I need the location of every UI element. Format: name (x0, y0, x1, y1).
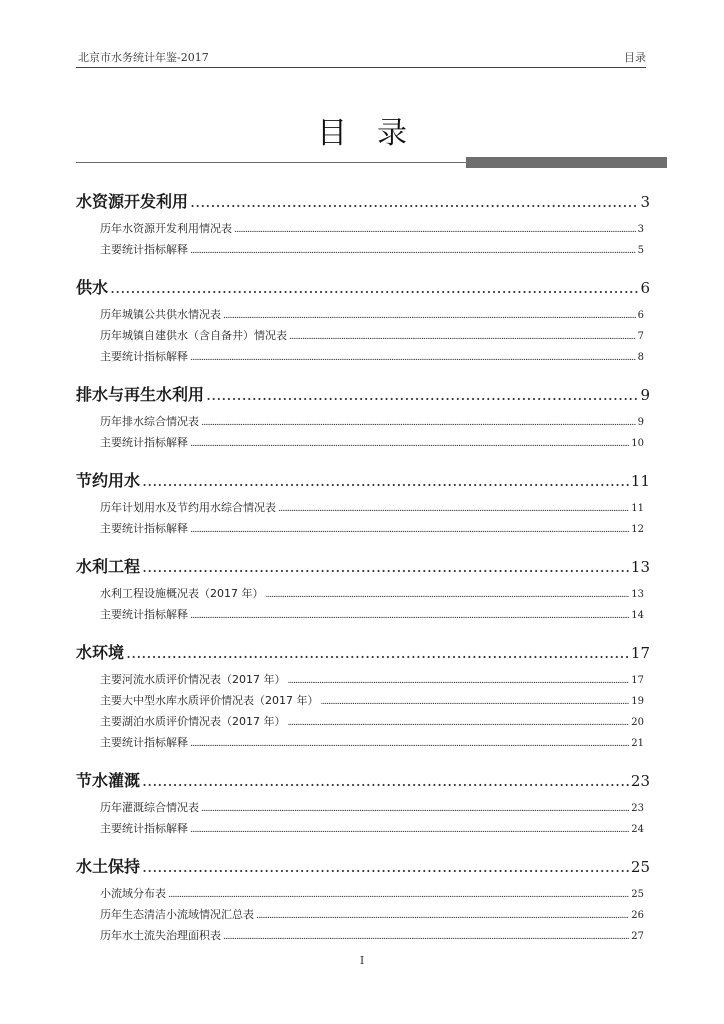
toc-item-entry[interactable] (76, 904, 650, 925)
toc-item-entry[interactable] (76, 239, 650, 260)
toc-chapter-title: 水土保持 (76, 857, 141, 876)
running-header (78, 49, 646, 65)
toc-chapter-entry[interactable] (76, 383, 650, 407)
toc-chapter-entry[interactable] (76, 276, 650, 300)
toc-item-entry[interactable] (76, 497, 650, 518)
toc-item-page: 25 (631, 889, 644, 900)
toc-item-title: 历年城镇自建供水（含自备井）情况表 (100, 329, 287, 342)
toc-item-entry[interactable] (76, 218, 650, 239)
toc-chapter-title: 水利工程 (76, 557, 141, 576)
table-of-contents (76, 190, 650, 962)
toc-item-entry[interactable] (76, 604, 650, 625)
toc-item-entry[interactable] (76, 732, 650, 753)
toc-item-entry[interactable] (76, 818, 650, 839)
toc-leader-dots (223, 306, 636, 325)
toc-item-page: 14 (631, 610, 644, 621)
toc-item-title: 水利工程设施概况表（2017 年） (100, 587, 264, 600)
toc-item-page: 3 (637, 224, 644, 235)
toc-leader-dots (288, 671, 630, 690)
toc-item-title: 历年灌溉综合情况表 (100, 801, 199, 814)
toc-leader-dots (190, 520, 629, 539)
toc-item-entry[interactable] (76, 411, 650, 432)
toc-item-page: 8 (637, 352, 644, 363)
toc-leader-dots (321, 692, 630, 711)
toc-item-page: 5 (637, 245, 644, 256)
toc-item-page: 13 (631, 589, 644, 600)
toc-chapter-page: 11 (630, 472, 650, 490)
toc-section (76, 276, 650, 367)
toc-chapter-title: 供水 (76, 278, 109, 297)
toc-section (76, 641, 650, 753)
toc-leader-dots (190, 734, 629, 753)
toc-chapter-page: 13 (630, 558, 650, 576)
toc-section (76, 469, 650, 539)
toc-item-title: 主要大中型水库水质评价情况表（2017 年） (100, 694, 319, 707)
toc-chapter-title: 水环境 (76, 643, 125, 662)
toc-section (76, 769, 650, 839)
toc-leader-dots (201, 413, 636, 432)
toc-item-entry[interactable] (76, 669, 650, 690)
toc-leader-dots (190, 348, 636, 367)
toc-section (76, 855, 650, 946)
toc-item-title: 主要河流水质评价情况表（2017 年） (100, 673, 286, 686)
toc-chapter-entry[interactable] (76, 769, 650, 793)
toc-leader-dots (168, 885, 629, 904)
toc-item-title: 主要统计指标解释 (100, 350, 188, 363)
toc-chapter-entry[interactable] (76, 555, 650, 579)
toc-leader-dots (190, 190, 638, 214)
toc-item-title: 主要统计指标解释 (100, 608, 188, 621)
toc-leader-dots (288, 713, 630, 732)
toc-item-page: 17 (631, 675, 644, 686)
toc-item-entry[interactable] (76, 797, 650, 818)
title-rule-bar (466, 157, 667, 168)
toc-item-title: 主要统计指标解释 (100, 522, 188, 535)
toc-item-page: 19 (631, 696, 644, 707)
toc-leader-dots (110, 276, 638, 300)
toc-item-title: 主要湖泊水质评价情况表（2017 年） (100, 715, 286, 728)
toc-leader-dots (289, 327, 636, 346)
toc-leader-dots (126, 641, 629, 665)
toc-item-entry[interactable] (76, 432, 650, 453)
toc-leader-dots (190, 434, 629, 453)
toc-item-entry[interactable] (76, 346, 650, 367)
toc-section (76, 383, 650, 453)
toc-item-title: 主要统计指标解释 (100, 822, 188, 835)
toc-section (76, 190, 650, 260)
toc-item-page: 27 (631, 931, 644, 942)
toc-item-title: 主要统计指标解释 (100, 243, 188, 256)
toc-chapter-page: 25 (630, 858, 650, 876)
toc-chapter-entry[interactable] (76, 469, 650, 493)
toc-item-entry[interactable] (76, 304, 650, 325)
toc-chapter-title: 排水与再生水利用 (76, 385, 205, 404)
toc-chapter-entry[interactable] (76, 190, 650, 214)
toc-item-page: 7 (637, 331, 644, 342)
header-section-title: 目录 (624, 51, 646, 64)
toc-leader-dots (142, 769, 629, 793)
toc-leader-dots (190, 820, 629, 839)
title-rule-thin (76, 162, 466, 163)
toc-item-title: 主要统计指标解释 (100, 436, 188, 449)
toc-item-entry[interactable] (76, 883, 650, 904)
toc-leader-dots (201, 799, 629, 818)
toc-chapter-page: 6 (640, 279, 650, 297)
toc-item-page: 21 (631, 738, 644, 749)
toc-chapter-entry[interactable] (76, 641, 650, 665)
toc-item-page: 11 (631, 503, 644, 514)
toc-item-title: 历年计划用水及节约用水综合情况表 (100, 501, 276, 514)
toc-leader-dots (256, 906, 629, 925)
toc-chapter-page: 9 (640, 386, 650, 404)
toc-item-page: 23 (631, 803, 644, 814)
toc-item-entry[interactable] (76, 925, 650, 946)
toc-item-title: 历年水资源开发利用情况表 (100, 222, 232, 235)
toc-item-title: 主要统计指标解释 (100, 736, 188, 749)
toc-item-page: 9 (637, 417, 644, 428)
toc-item-title: 历年生态清洁小流域情况汇总表 (100, 908, 254, 921)
toc-leader-dots (190, 241, 636, 260)
toc-chapter-page: 23 (630, 772, 650, 790)
toc-leader-dots (234, 220, 636, 239)
toc-item-page: 20 (631, 717, 644, 728)
toc-item-title: 历年城镇公共供水情况表 (100, 308, 221, 321)
toc-leader-dots (266, 585, 630, 604)
toc-item-title: 历年水土流失治理面积表 (100, 929, 221, 942)
header-book-title: 北京市水务统计年鉴-2017 (78, 51, 209, 64)
toc-item-entry[interactable] (76, 711, 650, 732)
page-number: I (359, 954, 365, 967)
toc-chapter-title: 节约用水 (76, 471, 141, 490)
toc-chapter-page: 3 (640, 193, 650, 211)
toc-chapter-title: 水资源开发利用 (76, 192, 189, 211)
toc-leader-dots (206, 383, 638, 407)
toc-item-page: 26 (631, 910, 644, 921)
toc-leader-dots (278, 499, 629, 518)
toc-leader-dots (142, 555, 629, 579)
toc-item-page: 10 (631, 438, 644, 449)
toc-leader-dots (142, 469, 629, 493)
toc-item-entry[interactable] (76, 325, 650, 346)
toc-item-page: 6 (637, 310, 644, 321)
toc-item-title: 历年排水综合情况表 (100, 415, 199, 428)
toc-leader-dots (223, 927, 629, 946)
header-rule (76, 67, 646, 68)
toc-item-page: 12 (631, 524, 644, 535)
toc-item-entry[interactable] (76, 690, 650, 711)
toc-item-entry[interactable] (76, 518, 650, 539)
toc-section (76, 555, 650, 625)
toc-item-entry[interactable] (76, 583, 650, 604)
toc-chapter-title: 节水灌溉 (76, 771, 141, 790)
toc-item-page: 24 (631, 824, 644, 835)
toc-item-title: 小流域分布表 (100, 887, 166, 900)
toc-leader-dots (190, 606, 629, 625)
toc-chapter-page: 17 (630, 644, 650, 662)
page-title: 目录 (317, 116, 437, 151)
toc-leader-dots (142, 855, 629, 879)
toc-chapter-entry[interactable] (76, 855, 650, 879)
